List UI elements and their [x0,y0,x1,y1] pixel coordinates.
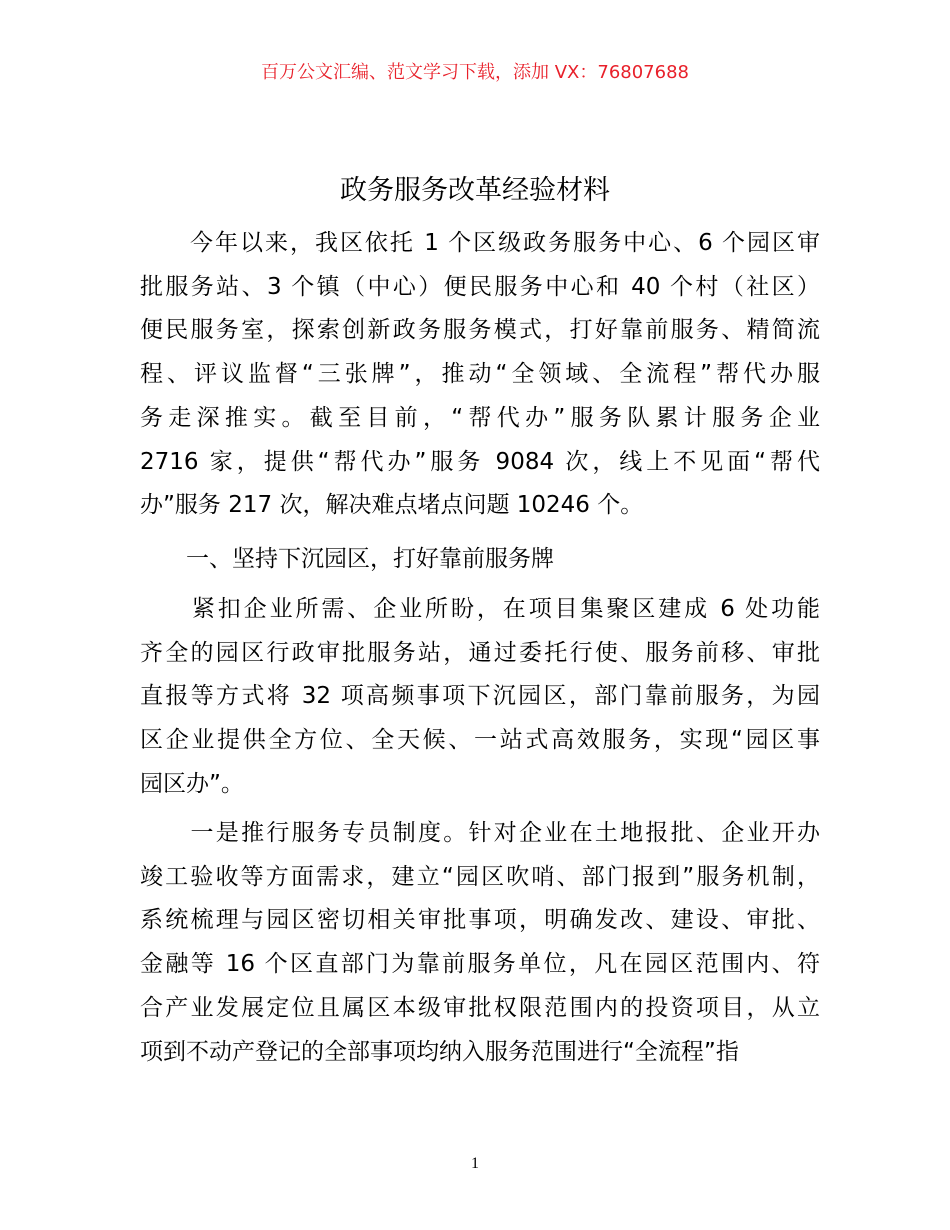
paragraph-line: 便民服务室，探索创新政务服务模式，打好靠前服务、精简流 [140,317,820,344]
paragraph-line: 园区办”。 [140,770,244,797]
page-number: 1 [471,1155,479,1172]
paragraph-line: 务走深推实。截至目前，“帮代办”服务队累计服务企业 [140,404,820,431]
paragraph-line: 项到不动产登记的全部事项均纳入服务范围进行“全流程”指 [140,1038,739,1065]
section-heading: 一、坚持下沉园区，打好靠前服务牌 [140,546,554,572]
paragraph-line: 合产业发展定位且属区本级审批权限范围内的投资项目，从立 [140,994,820,1021]
watermark-banner: 百万公文汇编、范文学习下载，添加 VX：76807688 [261,62,689,83]
document-title: 政务服务改革经验材料 [340,175,610,206]
paragraph-line: 直报等方式将 32 项高频事项下沉园区，部门靠前服务，为园 [140,683,820,710]
paragraph-line: 今年以来，我区依托 1 个区级政务服务中心、6 个园区审 [140,230,820,256]
paragraph-line: 一是推行服务专员制度。针对企业在土地报批、企业开办 [140,820,820,846]
paragraph-line: 系统梳理与园区密切相关审批事项，明确发改、建设、审批、 [140,907,820,934]
paragraph-line: 竣工验收等方面需求，建立“园区吹哨、部门报到”服务机制， [140,863,820,890]
paragraph-line: 紧扣企业所需、企业所盼，在项目集聚区建成 6 处功能 [140,596,820,622]
paragraph-line: 办”服务 217 次，解决难点堵点问题 10246 个。 [140,492,644,519]
paragraph-line: 批服务站、3 个镇（中心）便民服务中心和 40 个村（社区） [140,273,820,300]
paragraph-line: 2716 家，提供“帮代办”服务 9084 次，线上不见面“帮代 [140,448,820,475]
paragraph-line: 区企业提供全方位、全天候、一站式高效服务，实现“园区事 [140,727,820,754]
paragraph-line: 程、评议监督“三张牌”，推动“全领域、全流程”帮代办服 [140,361,820,388]
paragraph-line: 金融等 16 个区直部门为靠前服务单位，凡在园区范围内、符 [140,951,820,978]
paragraph-line: 齐全的园区行政审批服务站，通过委托行使、服务前移、审批 [140,639,820,666]
